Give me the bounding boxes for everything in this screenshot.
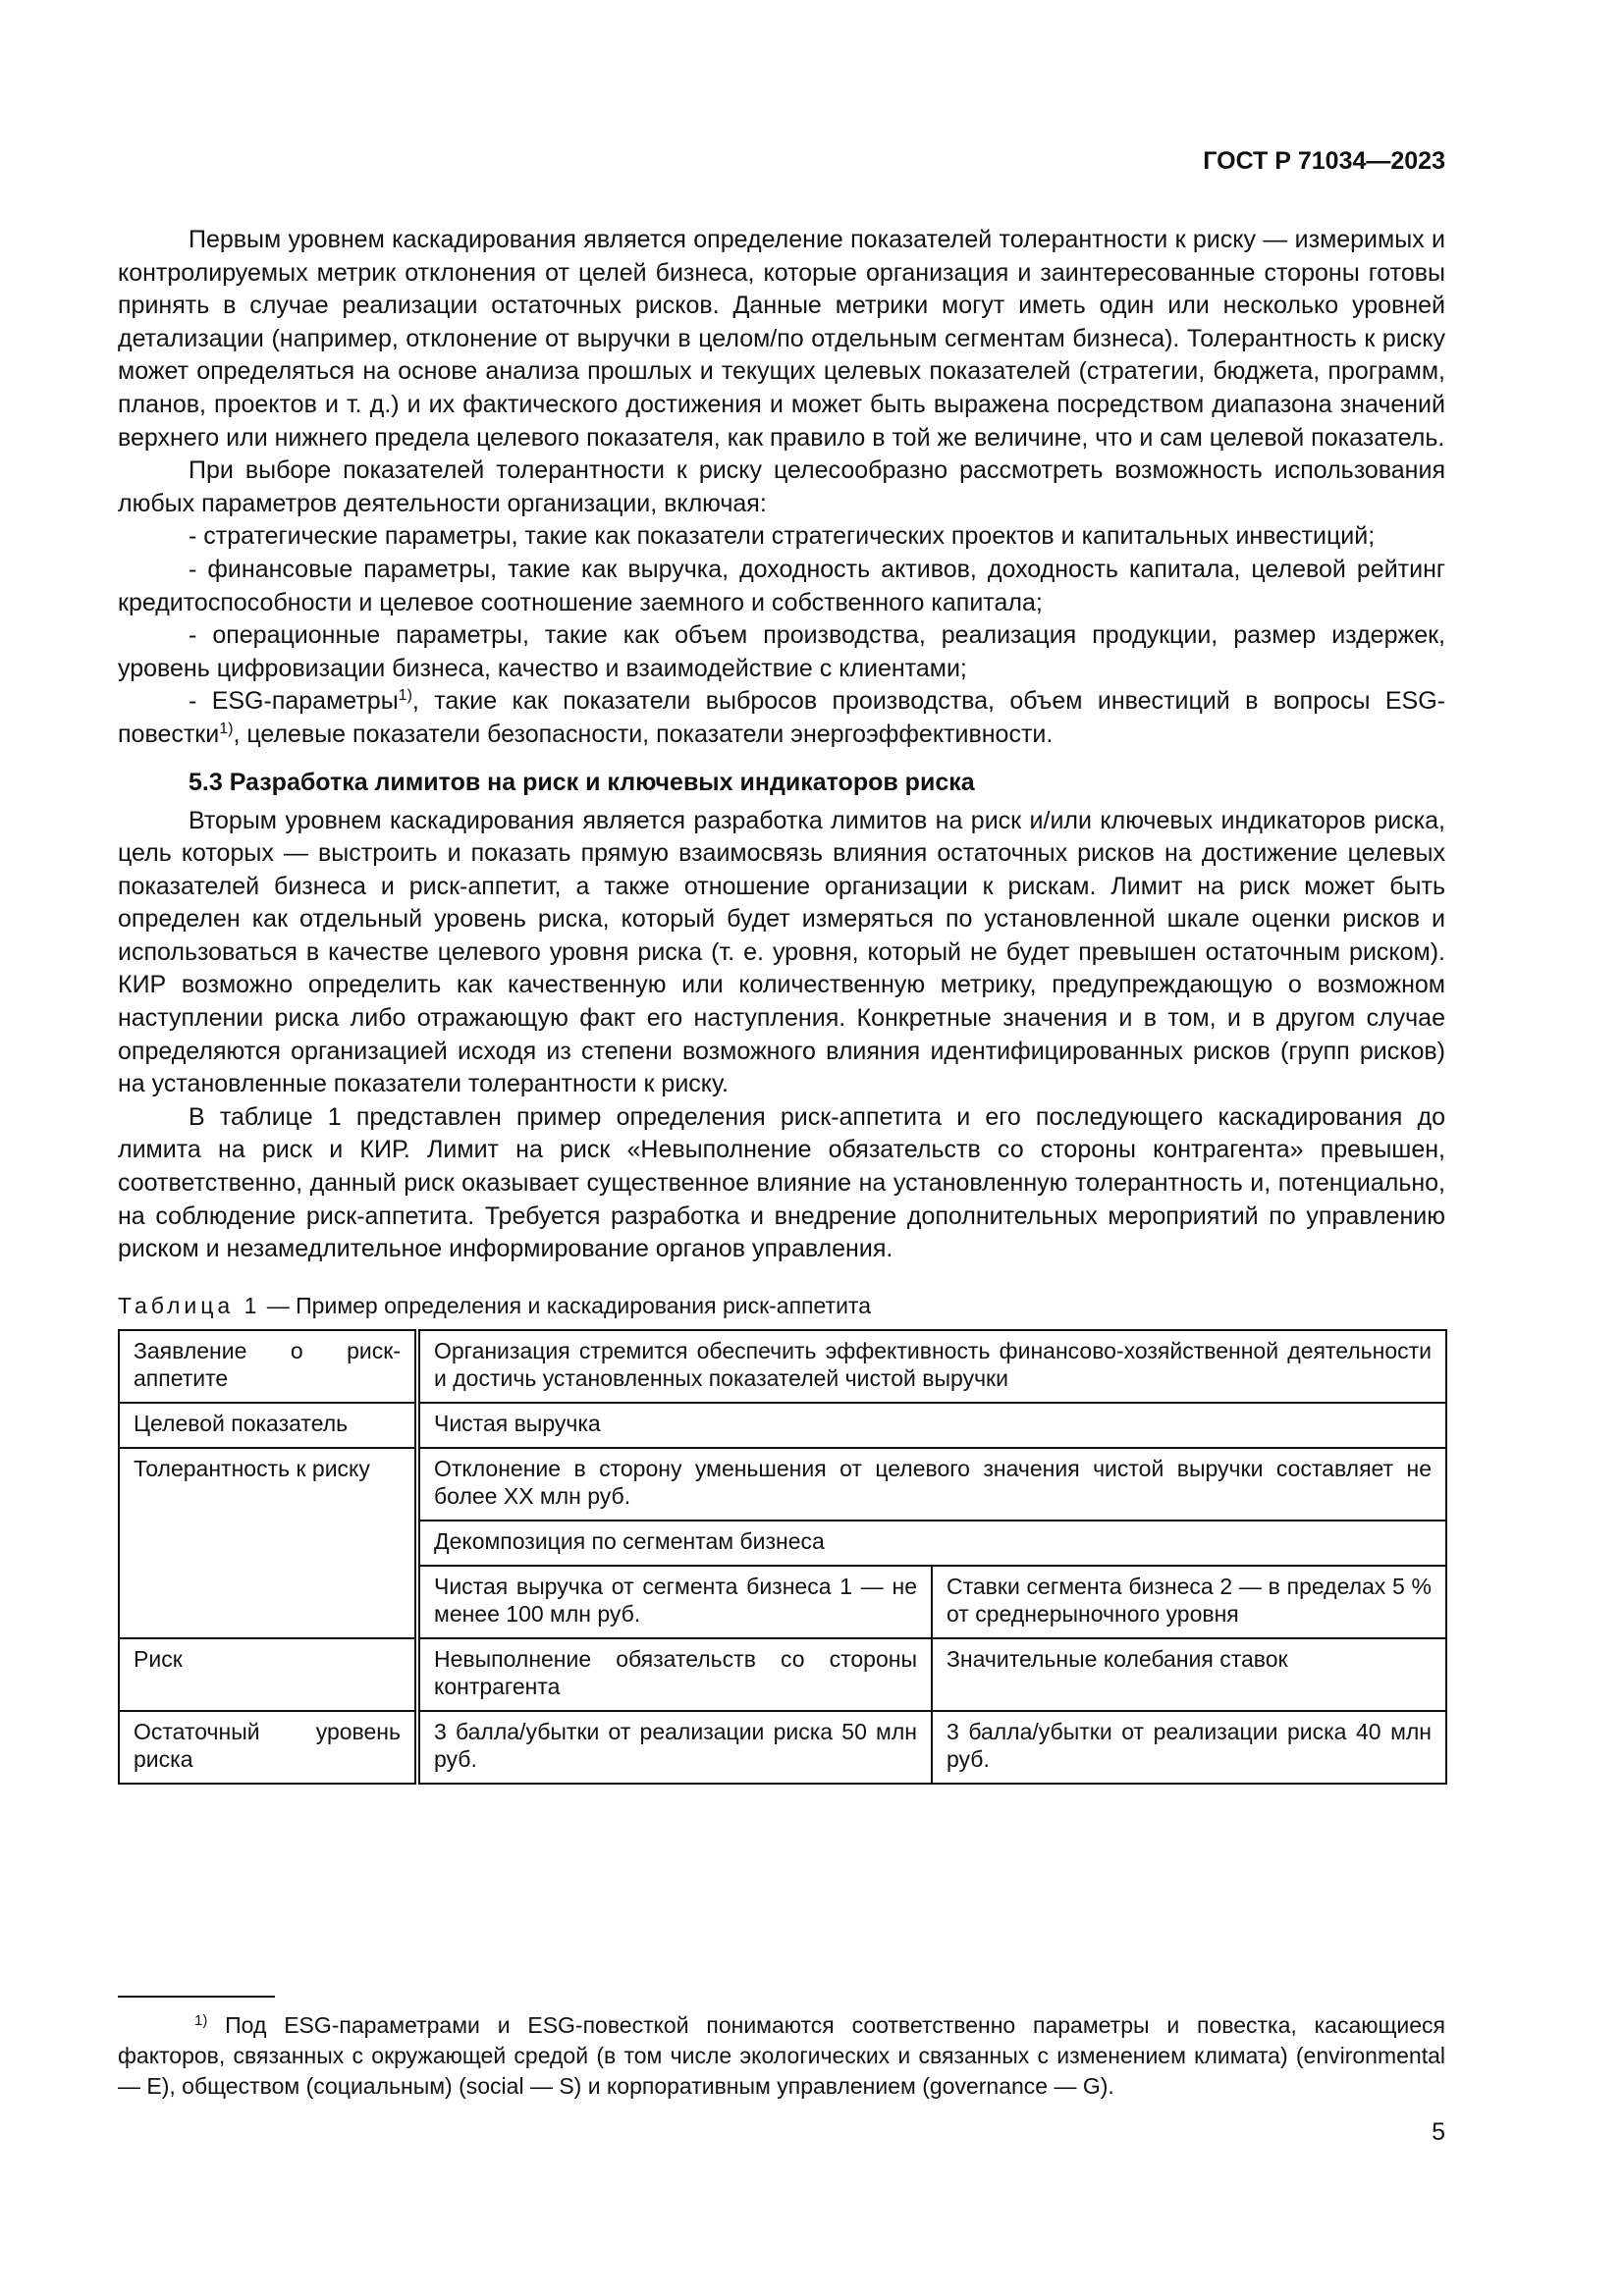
table-cell-residual-1: 3 балла/убытки от реализации риска 50 млн руб. <box>417 1711 932 1784</box>
footnote-ref-1[interactable]: 1) <box>398 687 412 705</box>
esg-text-part-3: , целевые показатели безопасности, показатели энергоэффективности. <box>233 720 1054 748</box>
table-row <box>119 1711 1446 1784</box>
list-item-financial: - финансовые параметры, такие как выручка, доходность активов, доходность капитала, целевой рейтинг кредитоспособности и целевое соотношение заемного и собственного капитала; <box>118 555 1445 616</box>
table-cell-value: Чистая выручка <box>417 1403 1446 1448</box>
page-number: 5 <box>1432 2118 1445 2146</box>
table-cell-decomposition: Декомпозиция по сегментам бизнеса <box>417 1521 1446 1566</box>
table-caption-label: Таблица 1 <box>118 1292 261 1318</box>
list-item-operational: - операционные параметры, такие как объем производства, реализация продукции, размер издержек, уровень цифровизации бизнеса, качество и взаимодействие с клиентами; <box>118 621 1445 682</box>
list-item-strategic: - стратегические параметры, такие как показатели стратегических проектов и капитальных инвестиций; <box>189 522 1376 551</box>
table-cell-label: Целевой показатель <box>119 1403 417 1448</box>
table-caption-text: — Пример определения и каскадирования риск-аппетита <box>260 1292 871 1318</box>
table-cell-label: Риск <box>119 1638 417 1711</box>
table-cell-residual-2: 3 балла/убытки от реализации риска 40 млн руб. <box>932 1711 1446 1784</box>
paragraph-cascading-level-1: Первым уровнем каскадирования является определение показателей толерантности к риску — измеримых и контролируемых метрик отклонения от целей бизнеса, которые организация и заинтересованные стороны готовы принять в случае реализации остаточных рисков. Данные метрики могут иметь один или несколько уровней детализации (например, отклонение от выручки в целом/по отдельным сегментам бизнеса). Толерантность к риску может определяться на основе анализа прошлых и текущих целевых показателей (стратегии, бюджета, программ, планов, проектов и т. д.) и их фактического достижения и может быть выражена посредством диапазона значений верхнего или нижнего предела целевого показателя, как правило в той же величине, что и сам целевой показатель. <box>118 226 1445 452</box>
footnote <box>118 2010 1445 2102</box>
table-cell-label: Заявление о риск-аппетите <box>119 1330 417 1403</box>
table-cell-segment-1: Чистая выручка от сегмента бизнеса 1 — не менее 100 млн руб. <box>417 1566 932 1638</box>
table-cell-risk-2: Значительные колебания ставок <box>932 1638 1446 1711</box>
table-cell-value: Отклонение в сторону уменьшения от целевого значения чистой выручки составляет не более XX млн руб. <box>417 1448 1446 1521</box>
footnote-text: Под ESG-параметрами и ESG-повесткой понимаются соответственно параметры и повестка, касающиеся факторов, связанных с окружающей средой (в том числе экологических и связанных с изменением климата) (environmental — E), обществом (социальным) (social — S) и корпоративным управлением (governance — G). <box>118 2012 1445 2099</box>
section-heading: 5.3 Разработка лимитов на риск и ключевых индикаторов риска <box>189 768 975 796</box>
esg-text-part-2: , такие как показатели выбросов производства, объем инвестиций в вопросы ESG-повестки <box>118 687 1445 748</box>
table-row <box>119 1330 1446 1403</box>
table-caption <box>118 1292 1445 1319</box>
paragraph-cascading-level-2: Вторым уровнем каскадирования является разработка лимитов на риск и/или ключевых индикаторов риска, цель которых — выстроить и показать прямую взаимосвязь влияния остаточных рисков на достижение целевых показателей бизнеса и риск-аппетит, а также отношение организации к рискам. Лимит на риск может быть определен как отдельный уровень риска, который будет измеряться по установленной шкале оценки рисков и использоваться в качестве целевого уровня риска (т. е. уровня, который не будет превышен остаточным риском). КИР возможно определить как качественную или количественную метрику, предупреждающую о возможном наступлении риска либо отражающую факт его наступления. Конкретные значения и в том, и в другом случае определяются организацией исходя из степени возможного влияния идентифицированных рисков (групп рисков) на установленные показатели толерантности к риску. <box>118 806 1445 1098</box>
table-row <box>119 1403 1446 1448</box>
paragraph-tolerance-parameters: При выборе показателей толерантности к риску целесообразно рассмотреть возможность использования любых параметров деятельности организации, включая: <box>118 456 1445 517</box>
list-item-esg <box>118 685 1445 751</box>
table-cell-label: Остаточный уровень риска <box>119 1711 417 1784</box>
table-cell-value: Организация стремится обеспечить эффективность финансово-хозяйственной деятельности и достичь установленных показателей чистой выручки <box>417 1330 1446 1403</box>
footnote-ref-2[interactable]: 1) <box>219 720 234 737</box>
page-content <box>118 224 1445 1785</box>
esg-text-part-1: - ESG-параметры <box>189 687 399 716</box>
risk-appetite-table <box>118 1329 1447 1785</box>
table-row <box>119 1638 1446 1711</box>
table-cell-segment-2: Ставки сегмента бизнеса 2 — в пределах 5 % от среднерыночного уровня <box>932 1566 1446 1638</box>
table-row <box>119 1448 1446 1521</box>
table-cell-label: Толерантность к риску <box>119 1448 417 1638</box>
paragraph-table-intro: В таблице 1 представлен пример определения риск-аппетита и его последующего каскадирования до лимита на риск и КИР. Лимит на риск «Невыполнение обязательств со стороны контрагента» превышен, соответственно, данный риск оказывает существенное влияние на установленную толерантность и, потенциально, на соблюдение риск-аппетита. Требуется разработка и внедрение дополнительных мероприятий по управлению риском и незамедлительное информирование органов управления. <box>118 1102 1445 1263</box>
document-code: ГОСТ Р 71034—2023 <box>1203 147 1445 175</box>
table-cell-risk-1: Невыполнение обязательств со стороны контрагента <box>417 1638 932 1711</box>
footnote-divider <box>118 1996 275 1998</box>
footnote-mark: 1) <box>194 2012 208 2029</box>
